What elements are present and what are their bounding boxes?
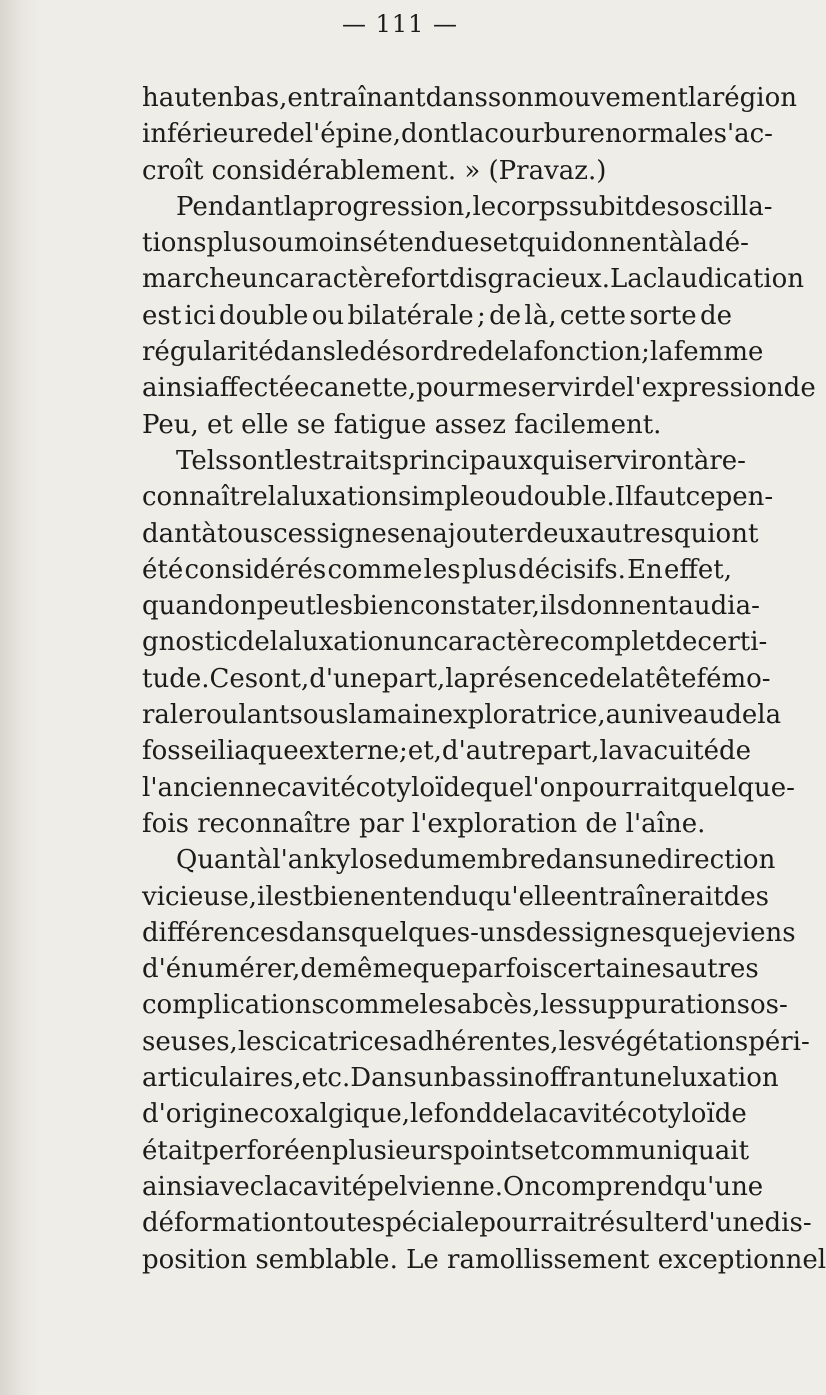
text-line: ainsi affectée canette, pour me servir de l'expression de bbox=[142, 373, 816, 404]
text-line: connaître la luxation simple ou double. Il faut cepen- bbox=[142, 482, 774, 513]
text-line: ainsi avec la cavité pelvienne. On comprend qu'une bbox=[142, 1171, 764, 1202]
text-line: Quant à l'ankylose du membre dans une direction bbox=[176, 845, 776, 876]
text-line: tions plus ou moins étendues et qui donnent à la dé- bbox=[142, 228, 749, 259]
text-line: position semblable. Le ramollissement exceptionnel bbox=[142, 1244, 826, 1275]
text-line: d'origine coxalgique, le fond de la cavité cotyloïde bbox=[142, 1099, 747, 1130]
text-line: dant à tous ces signes en ajouter deux autres qui ont bbox=[142, 518, 759, 549]
text-line: fosse iliaque externe ; et, d'autre part, la vacuité de bbox=[142, 736, 752, 767]
text-line: Pendant la progression, le corps subit des oscilla- bbox=[176, 191, 773, 222]
text-line: gnostic de la luxation un caractère complet de certi- bbox=[142, 627, 768, 658]
text-line: est ici double ou bilatérale ; de là, cette sorte de bbox=[142, 300, 732, 331]
text-line: complications comme les abcès, les suppurations os- bbox=[142, 990, 788, 1021]
text-line: d'énumérer, de même que parfois certaines autres bbox=[142, 954, 759, 985]
text-line: Tels sont les traits principaux qui serviront à re- bbox=[176, 445, 746, 476]
page-number-header: — 111 — bbox=[341, 10, 459, 38]
text-line: croît considérablement. » (Pravaz.) bbox=[142, 155, 607, 186]
text-line: Peu, et elle se fatigue assez facilement. bbox=[142, 409, 662, 440]
text-line: quand on peut les bien constater, ils donnent au dia- bbox=[142, 591, 760, 622]
text-line: vicieuse, il est bien entendu qu'elle entraînerait des bbox=[142, 881, 770, 912]
text-line: rale roulant sous la main exploratrice, au niveau de la bbox=[142, 700, 782, 731]
text-line: articulaires, etc. Dans un bassin offrant une luxation bbox=[142, 1063, 779, 1094]
text-line: seuses, les cicatrices adhérentes, les végétations péri- bbox=[142, 1026, 810, 1057]
text-line: fois reconnaître par l'exploration de l'aîne. bbox=[142, 808, 706, 839]
text-line: haut en bas, entraînant dans son mouvement la région bbox=[142, 83, 797, 113]
text-line: inférieure de l'épine, dont la courbure normale s'ac- bbox=[142, 119, 773, 150]
body-text bbox=[142, 80, 826, 1278]
page-edge-shadow bbox=[0, 0, 40, 1395]
text-line: différences dans quelques-uns des signes que je viens bbox=[142, 917, 796, 948]
text-line: tude. Ce sont, d'une part, la présence de la tête fémo- bbox=[142, 663, 771, 694]
text-line: déformation toute spéciale pourrait résulter d'une dis- bbox=[142, 1208, 812, 1239]
text-line: était perforé en plusieurs points et communiquait bbox=[142, 1135, 750, 1166]
text-line: été considérés comme les plus décisifs. En effet, bbox=[142, 554, 732, 585]
text-line: régularité dans le désordre de la fonction ; la femme bbox=[142, 337, 764, 368]
text-line: l'ancienne cavité cotyloïde que l'on pourrait quelque- bbox=[142, 772, 795, 803]
text-line: marche un caractère fort disgracieux. La claudication bbox=[142, 264, 805, 295]
